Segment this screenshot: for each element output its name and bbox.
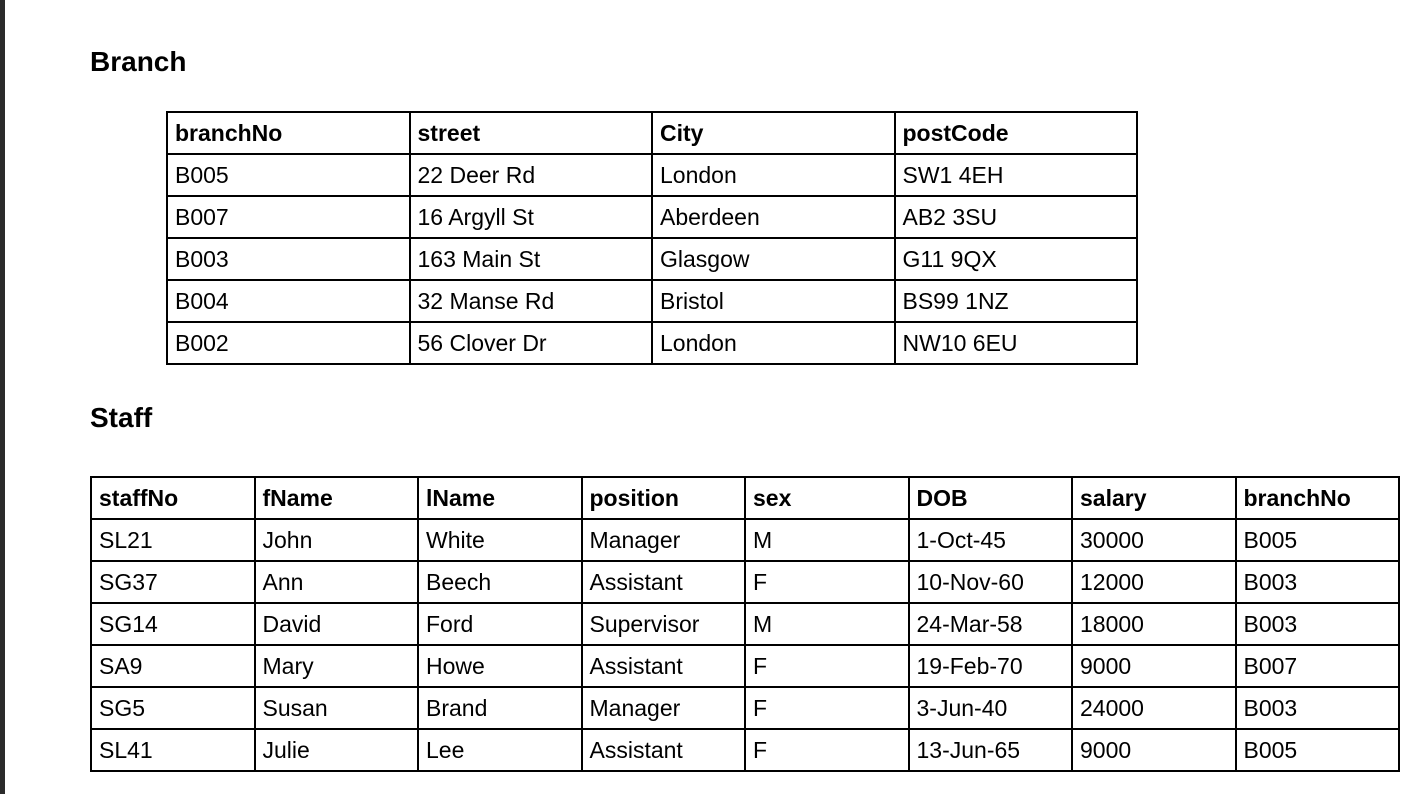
cell-branchno: B003 [1236,603,1400,645]
cell-sex: F [745,687,909,729]
cell-branchno: B005 [1236,729,1400,771]
cell-dob: 1-Oct-45 [909,519,1073,561]
cell-street: 32 Manse Rd [410,280,653,322]
cell-city: Aberdeen [652,196,895,238]
cell-street: 163 Main St [410,238,653,280]
column-header-branchno: branchNo [1236,477,1400,519]
column-header-fname: fName [255,477,419,519]
table-row [167,196,1137,238]
cell-fname: John [255,519,419,561]
cell-salary: 9000 [1072,729,1236,771]
cell-fname: Ann [255,561,419,603]
cell-branchno: B004 [167,280,410,322]
column-header-postcode: postCode [895,112,1138,154]
cell-staffno: SL21 [91,519,255,561]
cell-salary: 12000 [1072,561,1236,603]
left-edge-bar [0,0,5,794]
cell-city: Glasgow [652,238,895,280]
table-row [91,561,1399,603]
table-row [91,729,1399,771]
cell-branchno: B003 [1236,687,1400,729]
cell-lname: Brand [418,687,582,729]
cell-lname: Beech [418,561,582,603]
column-header-salary: salary [1072,477,1236,519]
column-header-street: street [410,112,653,154]
table-row [167,238,1137,280]
branch-table [166,111,1138,365]
staff-table [90,476,1400,772]
cell-dob: 24-Mar-58 [909,603,1073,645]
cell-branchno: B003 [167,238,410,280]
table-row [91,519,1399,561]
cell-postcode: AB2 3SU [895,196,1138,238]
table-row [91,687,1399,729]
cell-branchno: B003 [1236,561,1400,603]
cell-street: 16 Argyll St [410,196,653,238]
table-header-row [167,112,1137,154]
cell-postcode: G11 9QX [895,238,1138,280]
branch-table-title: Branch [90,46,187,77]
cell-staffno: SG5 [91,687,255,729]
staff-table-title: Staff [90,402,153,433]
cell-position: Manager [582,687,746,729]
column-header-staffno: staffNo [91,477,255,519]
cell-sex: F [745,729,909,771]
cell-staffno: SA9 [91,645,255,687]
cell-position: Supervisor [582,603,746,645]
table-row [167,322,1137,364]
cell-branchno: B005 [1236,519,1400,561]
table-row [91,645,1399,687]
cell-lname: Howe [418,645,582,687]
cell-city: Bristol [652,280,895,322]
column-header-position: position [582,477,746,519]
cell-position: Assistant [582,561,746,603]
cell-position: Manager [582,519,746,561]
cell-dob: 10-Nov-60 [909,561,1073,603]
cell-city: London [652,154,895,196]
table-row [167,154,1137,196]
cell-staffno: SG37 [91,561,255,603]
cell-staffno: SG14 [91,603,255,645]
cell-dob: 3-Jun-40 [909,687,1073,729]
cell-salary: 18000 [1072,603,1236,645]
cell-fname: Julie [255,729,419,771]
cell-sex: F [745,645,909,687]
cell-dob: 19-Feb-70 [909,645,1073,687]
cell-salary: 30000 [1072,519,1236,561]
cell-postcode: BS99 1NZ [895,280,1138,322]
cell-sex: M [745,603,909,645]
column-header-lname: lName [418,477,582,519]
column-header-branchno: branchNo [167,112,410,154]
cell-salary: 24000 [1072,687,1236,729]
cell-branchno: B007 [167,196,410,238]
column-header-dob: DOB [909,477,1073,519]
column-header-sex: sex [745,477,909,519]
cell-position: Assistant [582,729,746,771]
cell-dob: 13-Jun-65 [909,729,1073,771]
cell-postcode: SW1 4EH [895,154,1138,196]
cell-lname: Ford [418,603,582,645]
cell-postcode: NW10 6EU [895,322,1138,364]
table-header-row [91,477,1399,519]
cell-sex: M [745,519,909,561]
cell-fname: David [255,603,419,645]
cell-salary: 9000 [1072,645,1236,687]
table-row [167,280,1137,322]
cell-branchno: B002 [167,322,410,364]
cell-street: 56 Clover Dr [410,322,653,364]
cell-street: 22 Deer Rd [410,154,653,196]
cell-city: London [652,322,895,364]
cell-fname: Susan [255,687,419,729]
cell-branchno: B005 [167,154,410,196]
cell-lname: White [418,519,582,561]
cell-position: Assistant [582,645,746,687]
cell-staffno: SL41 [91,729,255,771]
cell-lname: Lee [418,729,582,771]
cell-branchno: B007 [1236,645,1400,687]
column-header-city: City [652,112,895,154]
cell-sex: F [745,561,909,603]
table-row [91,603,1399,645]
cell-fname: Mary [255,645,419,687]
